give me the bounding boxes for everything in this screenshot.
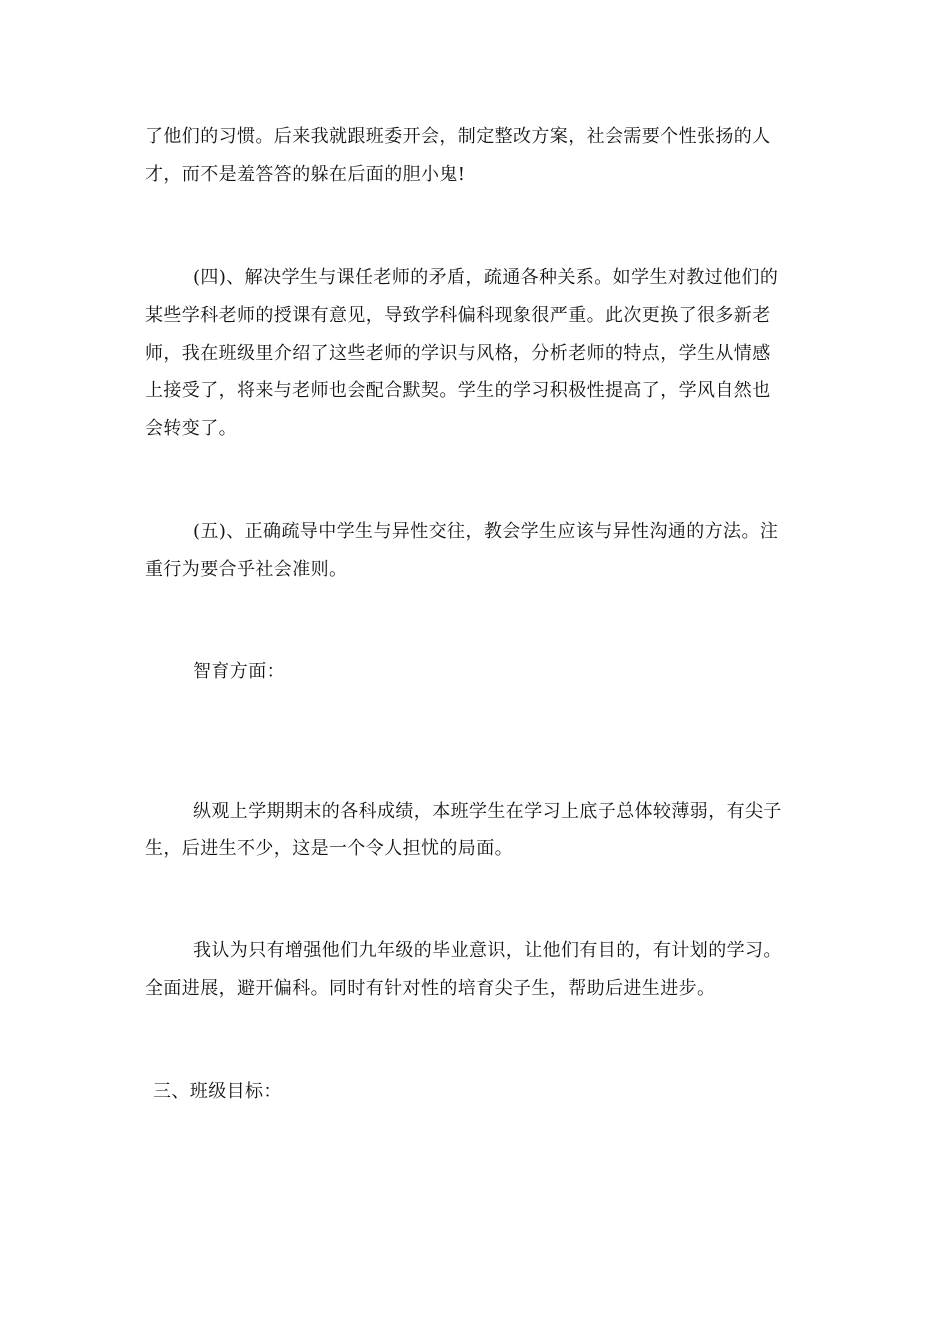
text-line: (五)、正确疏导中学生与异性交往，教会学生应该与异性沟通的方法。注 xyxy=(193,521,779,542)
section-heading-intellectual: 智育方面： xyxy=(193,661,285,682)
text-line: 纵观上学期期末的各科成绩，本班学生在学习上底子总体较薄弱，有尖子 xyxy=(193,801,782,822)
text-line: 了他们的习惯。后来我就跟班委开会，制定整改方案，社会需要个性张扬的人 xyxy=(145,126,771,147)
text-line: 会转变了。 xyxy=(145,418,237,439)
text-line: 我认为只有增强他们九年级的毕业意识，让他们有目的，有计划的学习。 xyxy=(193,940,782,961)
text-line: (四)、解决学生与课任老师的矛盾，疏通各种关系。如学生对教过他们的 xyxy=(193,267,779,288)
text-line: 师，我在班级里介绍了这些老师的学识与风格，分析老师的特点，学生从情感 xyxy=(145,343,771,364)
text-line: 某些学科老师的授课有意见，导致学科偏科现象很严重。此次更换了很多新老 xyxy=(145,305,771,326)
text-line: 重行为要合乎社会准则。 xyxy=(145,559,348,580)
text-line: 全面进展，避开偏科。同时有针对性的培育尖子生，帮助后进生进步。 xyxy=(145,978,716,999)
text-line: 上接受了，将来与老师也会配合默契。学生的学习积极性提高了，学风自然也 xyxy=(145,380,771,401)
text-line: 才，而不是羞答答的躲在后面的胆小鬼! xyxy=(145,164,466,185)
section-heading-class-goals: 三、班级目标： xyxy=(153,1081,282,1102)
text-line: 生，后进生不少，这是一个令人担忧的局面。 xyxy=(145,838,513,859)
